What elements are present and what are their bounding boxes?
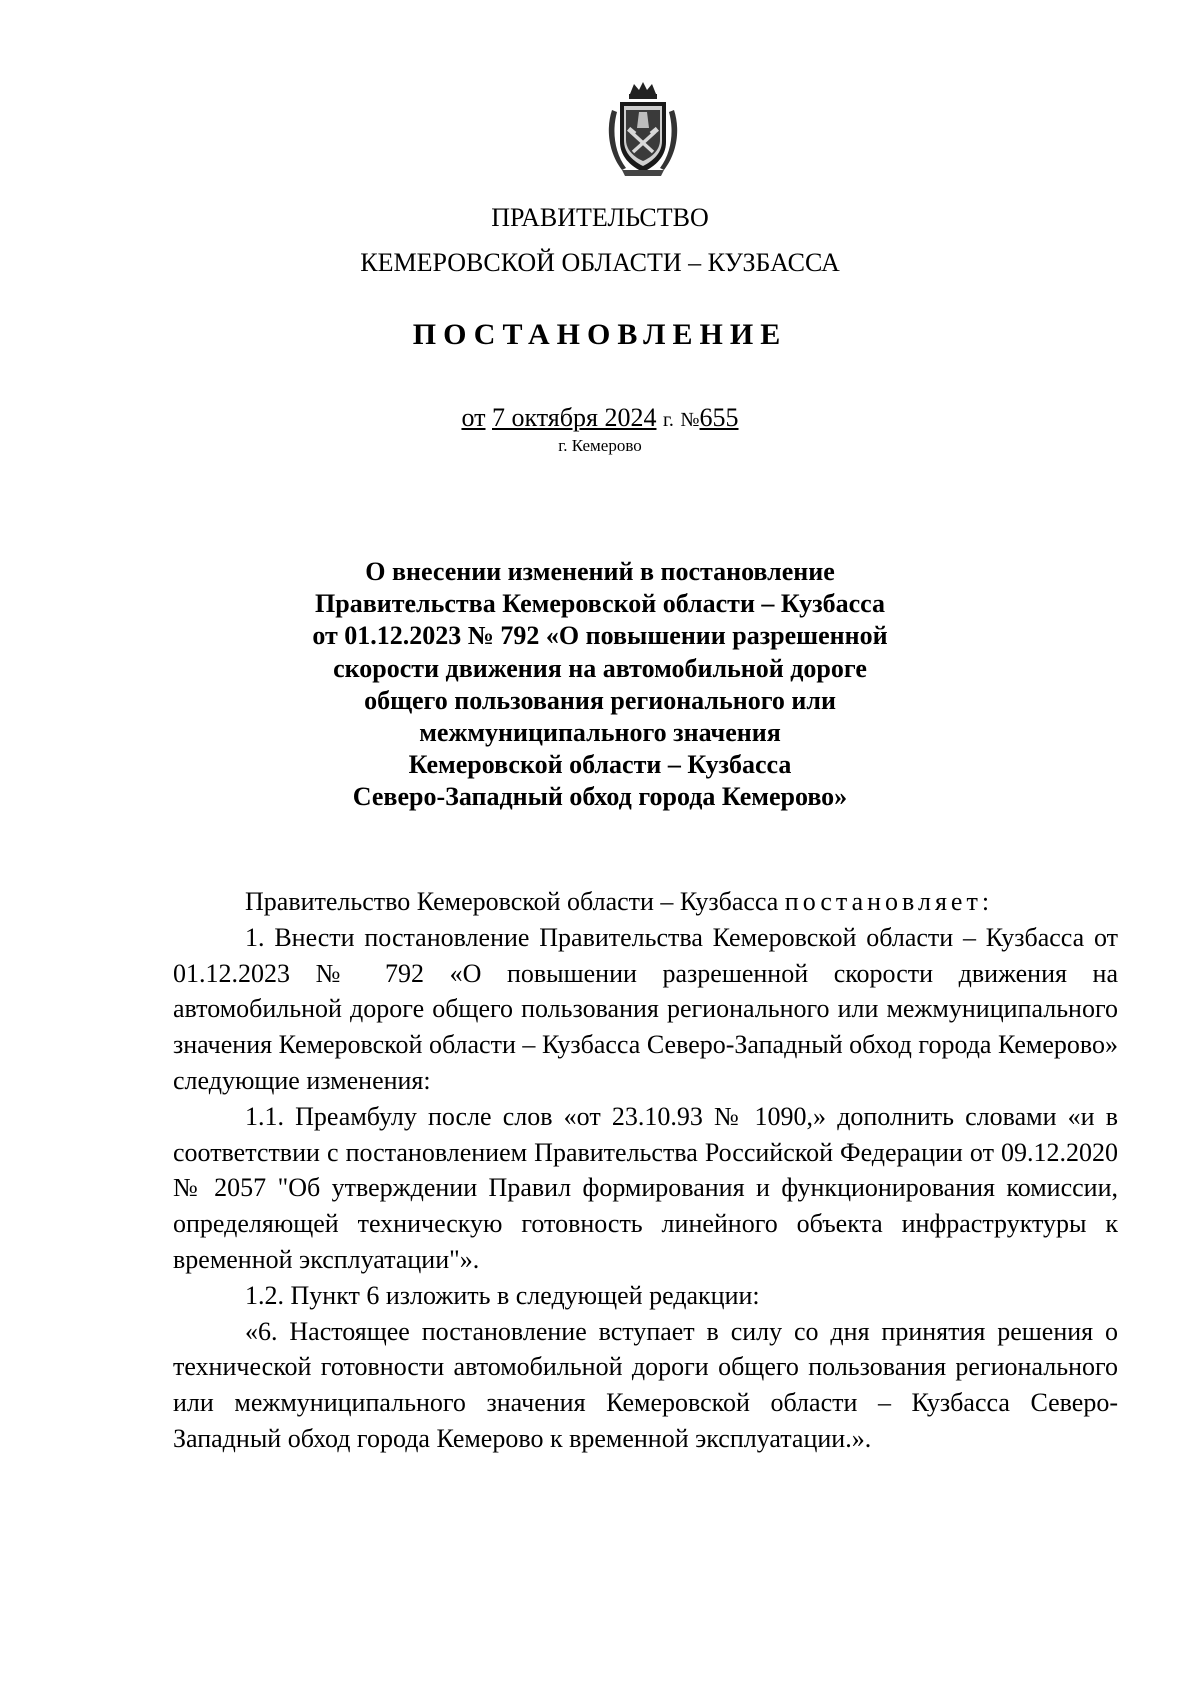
title-line: от 01.12.2023 № 792 «О повышении разрешенной — [312, 621, 888, 651]
preamble-paragraph — [173, 884, 1118, 920]
document-date-number — [0, 403, 1200, 433]
title-line: О внесении изменений в постановление — [365, 557, 835, 586]
document-title — [260, 556, 940, 814]
document-body — [173, 884, 1118, 1457]
title-line: общего пользования регионального или — [364, 685, 836, 715]
preamble-spaced-word: постановляет — [784, 887, 982, 916]
paragraph-6-quote: «6. Настоящее постановление вступает в силу со дня принятия решения о технической готовности автомобильной дороги общего пользования регионального или межмуниципального значения Кемеровской области – Кузбасса Северо-Западный обход города Кемерово к временной эксплуатации.». — [173, 1316, 1118, 1453]
paragraph-1-1: 1.1. Преамбулу после слов «от 23.10.93 № 1090,» дополнить словами «и в соответствии с постановлением Правительства Российской Федерации от 09.12.2020 № 2057 "Об утверждении Правил формирования и функционирования комиссии, определяющей техническую готовность линейного объекта инфраструктуры к временной эксплуатации"». — [173, 1101, 1118, 1274]
document-city: г. Кемерово — [558, 436, 642, 455]
document-type-heading: ПОСТАНОВЛЕНИЕ — [412, 318, 788, 351]
title-line: Северо-Западный обход города Кемерово» — [352, 782, 848, 812]
title-line: Кемеровской области – Кузбасса — [408, 750, 792, 780]
organization-name-line1: ПРАВИТЕЛЬСТВО — [491, 203, 709, 232]
paragraph-1: 1. Внести постановление Правительства Кемеровской области – Кузбасса от 01.12.2023 № 792 «О повышении разрешенной скорости движения на автомобильной дороге общего пользования регионального или межмуниципального значения Кемеровской области – Кузбасса Северо-Западный обход города Кемерово» следующие изменения: — [173, 922, 1118, 1095]
preamble-text: Правительство Кемеровской области – Кузбасса — [245, 887, 785, 916]
document-number: 655 — [699, 403, 739, 432]
year-suffix: г. — [662, 409, 674, 431]
title-line: скорости движения на автомобильной дороге — [333, 653, 867, 683]
number-sign: № — [680, 409, 700, 431]
kemerovo-region-coat-of-arms-icon — [604, 80, 682, 178]
title-line: межмуниципального значения — [419, 718, 781, 748]
organization-name-line2: КЕМЕРОВСКОЙ ОБЛАСТИ – КУЗБАССА — [360, 248, 840, 277]
title-line: Правительства Кемеровской области – Кузбасса — [315, 589, 885, 619]
paragraph-1-2: 1.2. Пункт 6 изложить в следующей редакции: — [245, 1280, 760, 1310]
date-prefix: от — [461, 403, 486, 432]
date-value: 7 октября 2024 — [492, 403, 657, 432]
preamble-colon: : — [981, 887, 990, 916]
